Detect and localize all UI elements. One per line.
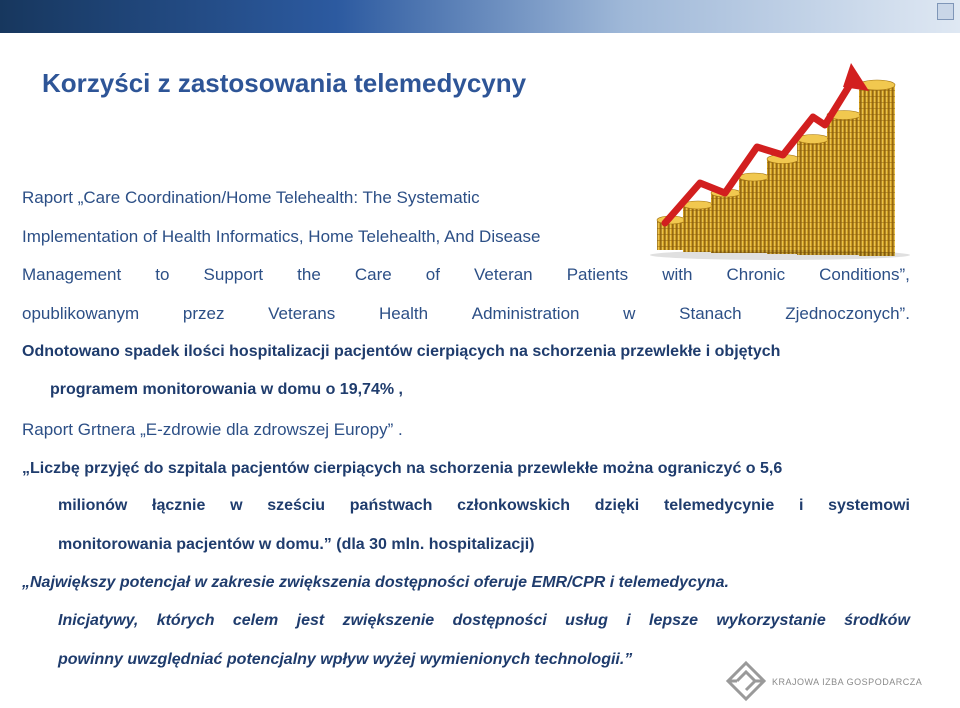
word: the <box>297 265 321 284</box>
paragraph-quote-line2 <box>58 497 910 515</box>
word: Care <box>354 265 392 284</box>
word: lepsze <box>649 612 698 629</box>
paragraph-emr-quote-line2 <box>58 612 910 630</box>
word: telemedycynie <box>663 497 775 514</box>
word: jest <box>296 612 325 629</box>
paragraph-report-line3 <box>22 265 910 285</box>
word: Chronic <box>726 265 786 284</box>
word: dostępności <box>452 612 547 629</box>
word: Veteran <box>474 265 533 284</box>
paragraph-finding-line2: programem monitorowania w domu o 19,74% , <box>50 381 403 398</box>
word: Conditions”, <box>819 265 910 284</box>
word: Inicjatywy, <box>58 612 139 629</box>
paragraph-quote-line3: monitorowania pacjentów w domu.” (dla 30 mln. hospitalizacji) <box>58 536 535 553</box>
paragraph-emr-quote-line3: powinny uwzględniać potencjalny wpływ wyżej wymienionych technologii.” <box>58 651 633 668</box>
word: państwach <box>349 497 433 514</box>
word: systemowi <box>828 497 910 514</box>
word: celem <box>232 612 279 629</box>
word: Management <box>22 265 122 284</box>
word: członkowskich <box>457 497 571 514</box>
word: których <box>156 612 215 629</box>
word: opublikowanym <box>22 304 140 323</box>
word: usług <box>565 612 608 629</box>
word: Patients <box>566 265 629 284</box>
word: dzięki <box>594 497 640 514</box>
word: środków <box>844 612 910 629</box>
word: to <box>155 265 170 284</box>
word: przez <box>182 304 225 323</box>
top-banner <box>0 0 960 33</box>
word: w <box>623 304 636 323</box>
word: zwiększenie <box>342 612 435 629</box>
word: Support <box>203 265 264 284</box>
paragraph-emr-quote-line1: „Największy potencjał w zakresie zwiększenia dostępności oferuje EMR/CPR i telemedycyna. <box>22 574 729 591</box>
word: wykorzystanie <box>716 612 826 629</box>
word: i <box>626 612 631 629</box>
banner-square <box>937 3 954 20</box>
kig-logo-text: KRAJOWA IZBA GOSPODARCZA <box>772 677 923 687</box>
coins-growth-chart-image <box>645 55 910 260</box>
word: Veterans <box>268 304 336 323</box>
word: sześciu <box>267 497 326 514</box>
word: of <box>425 265 440 284</box>
word: w <box>230 497 243 514</box>
word: i <box>798 497 804 514</box>
paragraph-finding-line1: Odnotowano spadek ilości hospitalizacji pacjentów cierpiących na schorzenia przewlekłe i objętych <box>22 343 781 360</box>
word: milionów <box>58 497 128 514</box>
paragraph-gartner-report: Raport Grtnera „E-zdrowie dla zdrowszej Europy” . <box>22 420 403 439</box>
word: Administration <box>471 304 580 323</box>
kig-logo <box>725 660 955 705</box>
word: Health <box>378 304 429 323</box>
page-title: Korzyści z zastosowania telemedycyny <box>42 68 527 98</box>
kig-logo-icon <box>725 660 767 702</box>
word: with <box>662 265 693 284</box>
paragraph-report-line2: Implementation of Health Informatics, Home Telehealth, And Disease <box>22 227 541 246</box>
word: Zjednoczonych”. <box>785 304 910 323</box>
word: łącznie <box>152 497 206 514</box>
paragraph-report-line1: Raport „Care Coordination/Home Telehealth: The Systematic <box>22 188 480 207</box>
paragraph-quote-line1: „Liczbę przyjęć do szpitala pacjentów cierpiących na schorzenia przewlekłe można ograniczyć o 5,6 <box>22 460 783 477</box>
paragraph-report-line4 <box>22 304 910 324</box>
word: Stanach <box>679 304 742 323</box>
